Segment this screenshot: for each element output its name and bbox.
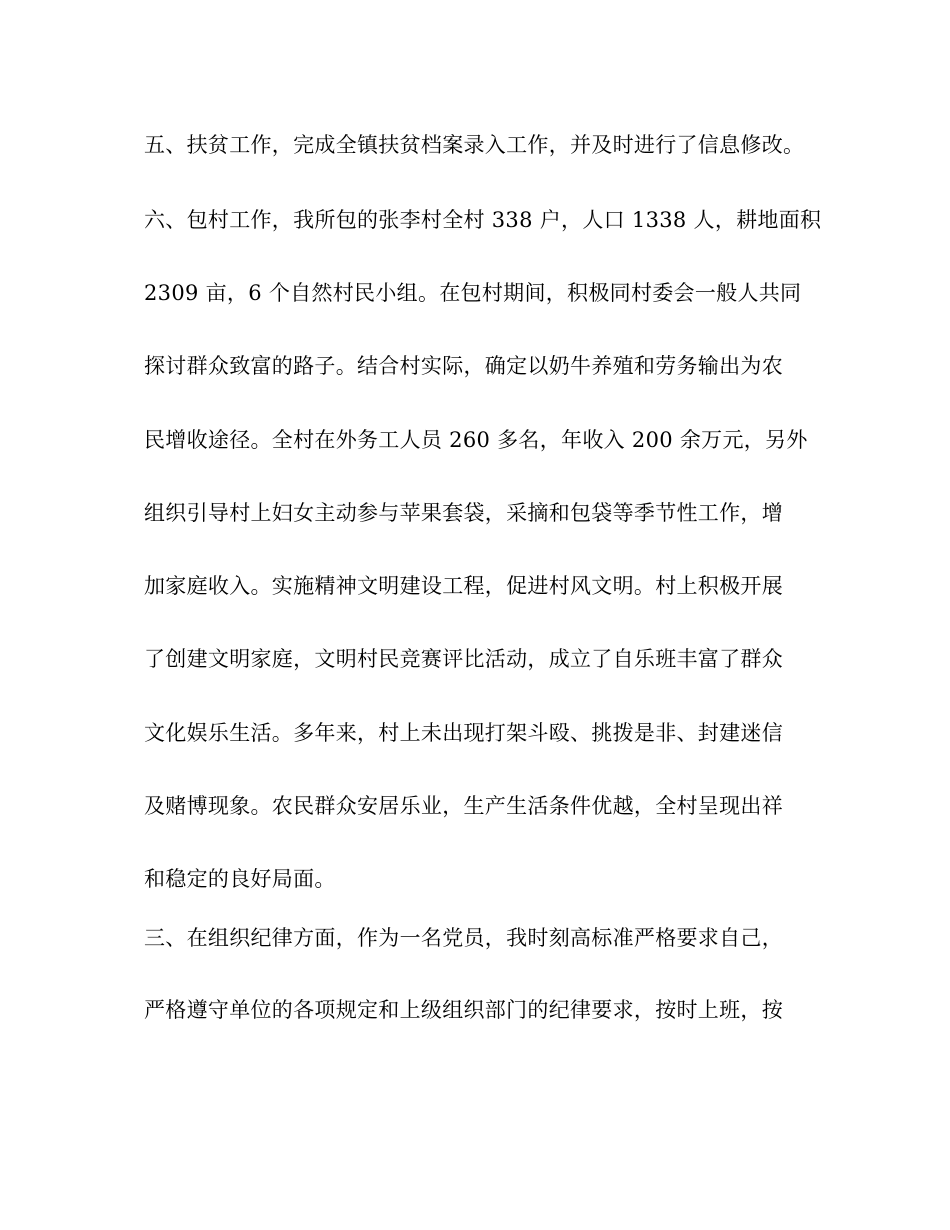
text-line: 三、在组织纪律方面，作为一名党员，我时刻高标准严格要求自己， [144, 926, 783, 950]
text-line: 民增收途径。全村在外务工人员 260 多名，年收入 200 余万元，另外 [144, 428, 808, 452]
text-line: 严格遵守单位的各项规定和上级组织部门的纪律要求，按时上班，按 [144, 998, 783, 1022]
text-line: 2309 亩，6 个自然村民小组。在包村期间，积极同村委会一般人共同 [144, 281, 802, 305]
text-line: 和稳定的良好局面。 [144, 867, 336, 891]
text-line: 文化娱乐生活。多年来，村上未出现打架斗殴、挑拨是非、封建迷信 [144, 721, 783, 745]
text-line: 及赌博现象。农民群众安居乐业，生产生活条件优越，全村呈现出祥 [144, 794, 783, 818]
text-line: 六、包村工作，我所包的张李村全村 338 户，人口 1338 人，耕地面积 [144, 208, 822, 232]
text-line: 五、扶贫工作，完成全镇扶贫档案录入工作，并及时进行了信息修改。 [144, 133, 805, 157]
text-line: 了创建文明家庭，文明村民竞赛评比活动，成立了自乐班丰富了群众 [144, 647, 783, 671]
text-line: 加家庭收入。实施精神文明建设工程，促进村风文明。村上积极开展 [144, 574, 783, 598]
text-line: 探讨群众致富的路子。结合村实际，确定以奶牛养殖和劳务输出为农 [144, 354, 783, 378]
text-line: 组织引导村上妇女主动参与苹果套袋，采摘和包袋等季节性工作，增 [144, 501, 783, 525]
